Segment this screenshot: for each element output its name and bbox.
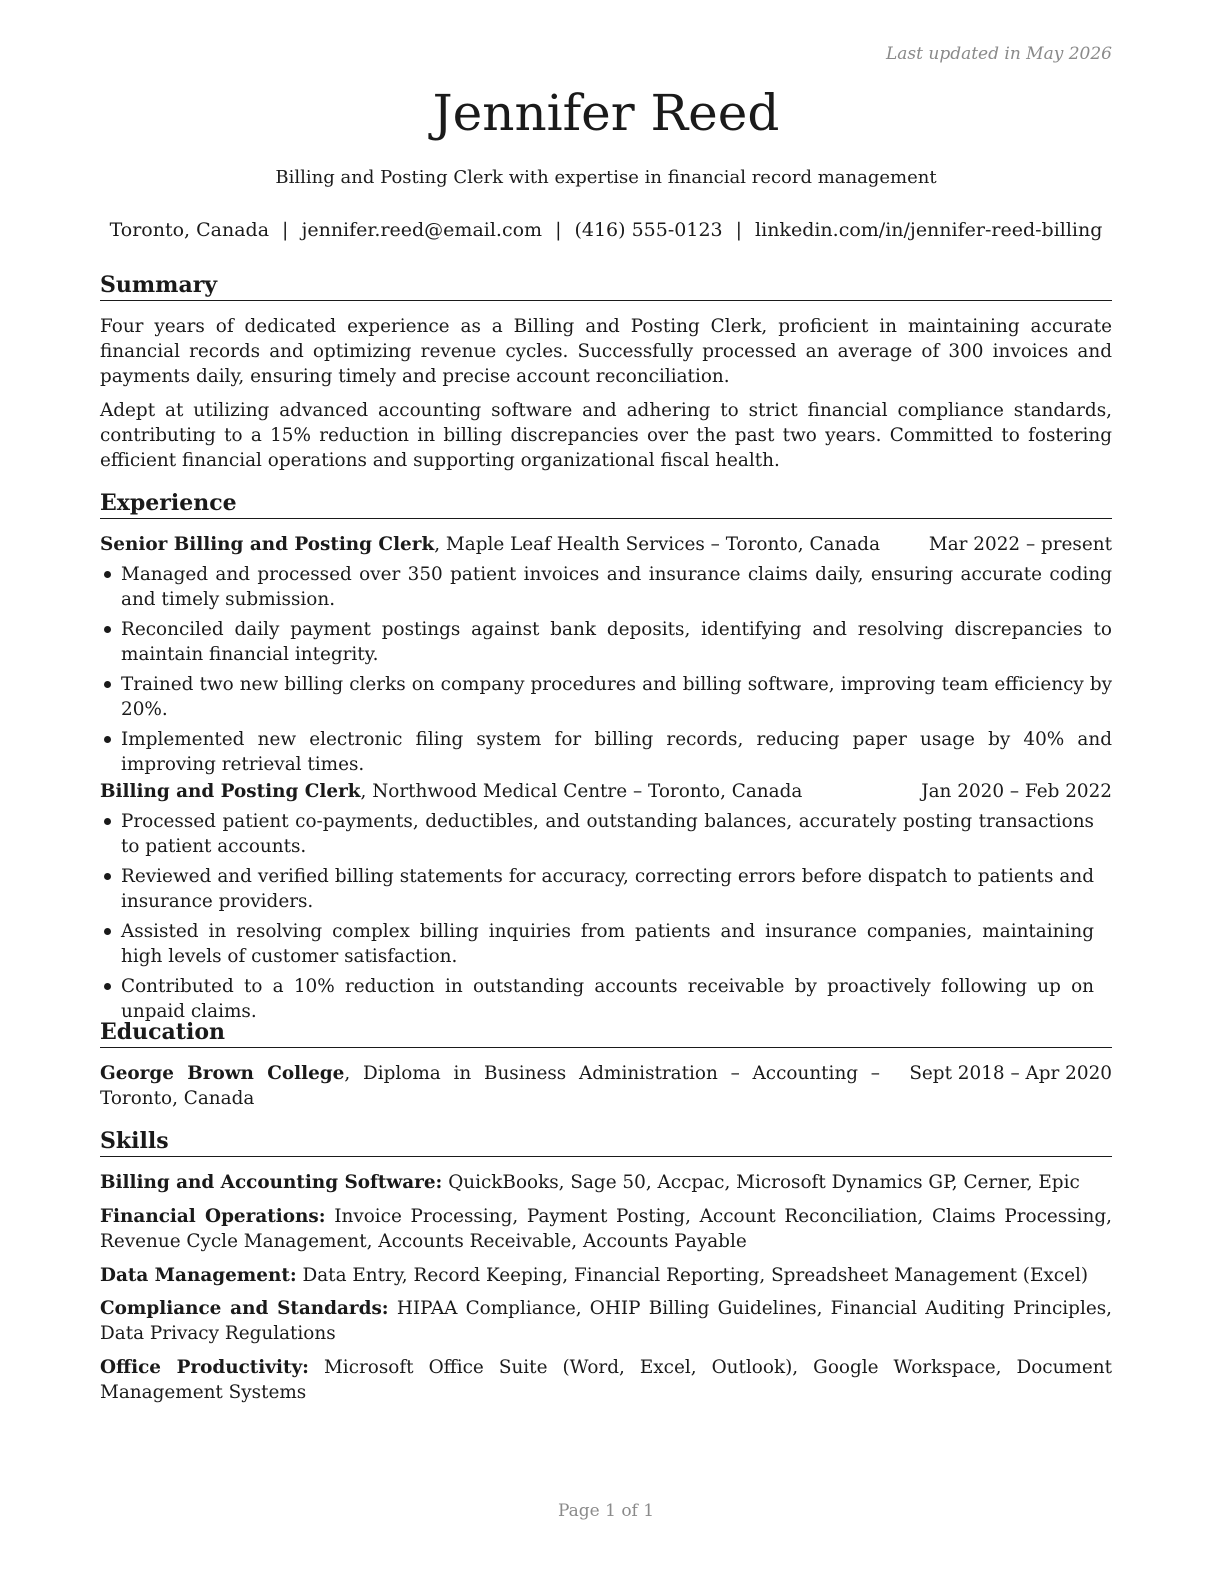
education-dates: Sept 2018 – Apr 2020	[909, 1063, 1112, 1084]
job-bullet: Processed patient co-payments, deductibles, and outstanding balances, accurately posting transactions to patient accounts.	[100, 809, 1094, 859]
section-title-skills: Skills	[100, 1127, 1112, 1157]
last-updated: Last updated in May 2026	[885, 44, 1112, 64]
contact-separator: |	[735, 219, 743, 241]
summary-paragraph: Four years of dedicated experience as a Billing and Posting Clerk, proficient in maintaining accurate financial records and optimizing revenue cycles. Successfully processed an average of 300 invoices and payments daily, ensuring timely and precise account reconciliation.	[100, 316, 1112, 387]
job-details: , Northwood Medical Centre – Toronto, Canada	[360, 781, 803, 802]
education-details: , Diploma in Business Administration – Accounting – Toronto, Canada	[100, 1063, 880, 1109]
contact-phone: (416) 555-0123	[574, 219, 723, 241]
skill-value: QuickBooks, Sage 50, Accpac, Microsoft Dynamics GP, Cerner, Epic	[442, 1172, 1080, 1193]
job-bullet: Implemented new electronic filing system for billing records, reducing paper usage by 40% and improving retrieval times.	[100, 727, 1112, 777]
contact-email[interactable]: jennifer.reed@email.com	[301, 219, 543, 241]
job-header	[100, 532, 1112, 557]
job-bullet: Trained two new billing clerks on company procedures and billing software, improving team efficiency by 20%.	[100, 672, 1112, 722]
skill-value: Data Entry, Record Keeping, Financial Reporting, Spreadsheet Management (Excel)	[296, 1265, 1089, 1286]
job-bullet: Assisted in resolving complex billing inquiries from patients and insurance companies, maintaining high levels of customer satisfaction.	[100, 919, 1094, 969]
job-header	[100, 779, 1112, 804]
job-role: Billing and Posting Clerk	[100, 781, 361, 802]
job-bullets	[100, 809, 1094, 1029]
section-title-summary: Summary	[100, 271, 1112, 301]
job-dates: Mar 2022 – present	[928, 534, 1112, 555]
skill-value: HIPAA Compliance, OHIP Billing Guidelines, Financial Auditing Principles, Data Privacy Regulations	[100, 1298, 1112, 1344]
job-bullet: Reconciled daily payment postings against bank deposits, identifying and resolving discrepancies to maintain financial integrity.	[100, 617, 1112, 667]
job-bullet: Contributed to a 10% reduction in outstanding accounts receivable by proactively following up on unpaid claims.	[100, 974, 1094, 1024]
job-role: Senior Billing and Posting Clerk	[100, 534, 435, 555]
section-title-experience: Experience	[100, 489, 1112, 519]
skill-row	[100, 1263, 1112, 1288]
page-number: Page 1 of 1	[557, 1501, 655, 1521]
skill-value: Microsoft Office Suite (Word, Excel, Outlook), Google Workspace, Document Management Systems	[100, 1357, 1112, 1403]
skill-row	[100, 1170, 1112, 1195]
skill-row	[100, 1204, 1112, 1254]
skill-label: Financial Operations:	[100, 1206, 326, 1227]
contact-separator: |	[282, 219, 289, 241]
tagline: Billing and Posting Clerk with expertise in financial record management	[275, 167, 937, 188]
contact-line	[100, 219, 1112, 241]
job-dates: Jan 2020 – Feb 2022	[921, 781, 1112, 802]
job-bullet: Reviewed and verified billing statements for accuracy, correcting errors before dispatch to patients and insurance providers.	[100, 864, 1094, 914]
section-title-education: Education	[100, 1018, 1112, 1048]
job-details: , Maple Leaf Health Services – Toronto, Canada	[434, 534, 881, 555]
candidate-name: Jennifer Reed	[432, 84, 780, 142]
skill-label: Data Management:	[100, 1265, 297, 1286]
education-school: George Brown College	[100, 1063, 345, 1084]
contact-location: Toronto, Canada	[109, 219, 270, 241]
contact-linkedin[interactable]: linkedin.com/in/jennifer-reed-billing	[755, 219, 1103, 241]
skill-label: Billing and Accounting Software:	[100, 1172, 443, 1193]
contact-separator: |	[555, 219, 562, 241]
skill-value: Invoice Processing, Payment Posting, Account Reconciliation, Claims Processing, Revenue Cycle Management, Accounts Receivable, Accounts Payable	[100, 1206, 1112, 1252]
skill-label: Office Productivity:	[100, 1357, 309, 1378]
skill-row	[100, 1355, 1112, 1405]
skill-label: Compliance and Standards:	[100, 1298, 389, 1319]
summary-paragraph: Adept at utilizing advanced accounting software and adhering to strict financial compliance standards, contributing to a 15% reduction in billing discrepancies over the past two years. Committed to fostering efficient financial operations and supporting organizational fiscal health.	[100, 400, 1112, 471]
skill-row	[100, 1296, 1112, 1346]
job-bullets	[100, 562, 1112, 782]
job-bullet: Managed and processed over 350 patient invoices and insurance claims daily, ensuring accurate coding and timely submission.	[100, 562, 1112, 612]
education-entry	[100, 1061, 880, 1111]
